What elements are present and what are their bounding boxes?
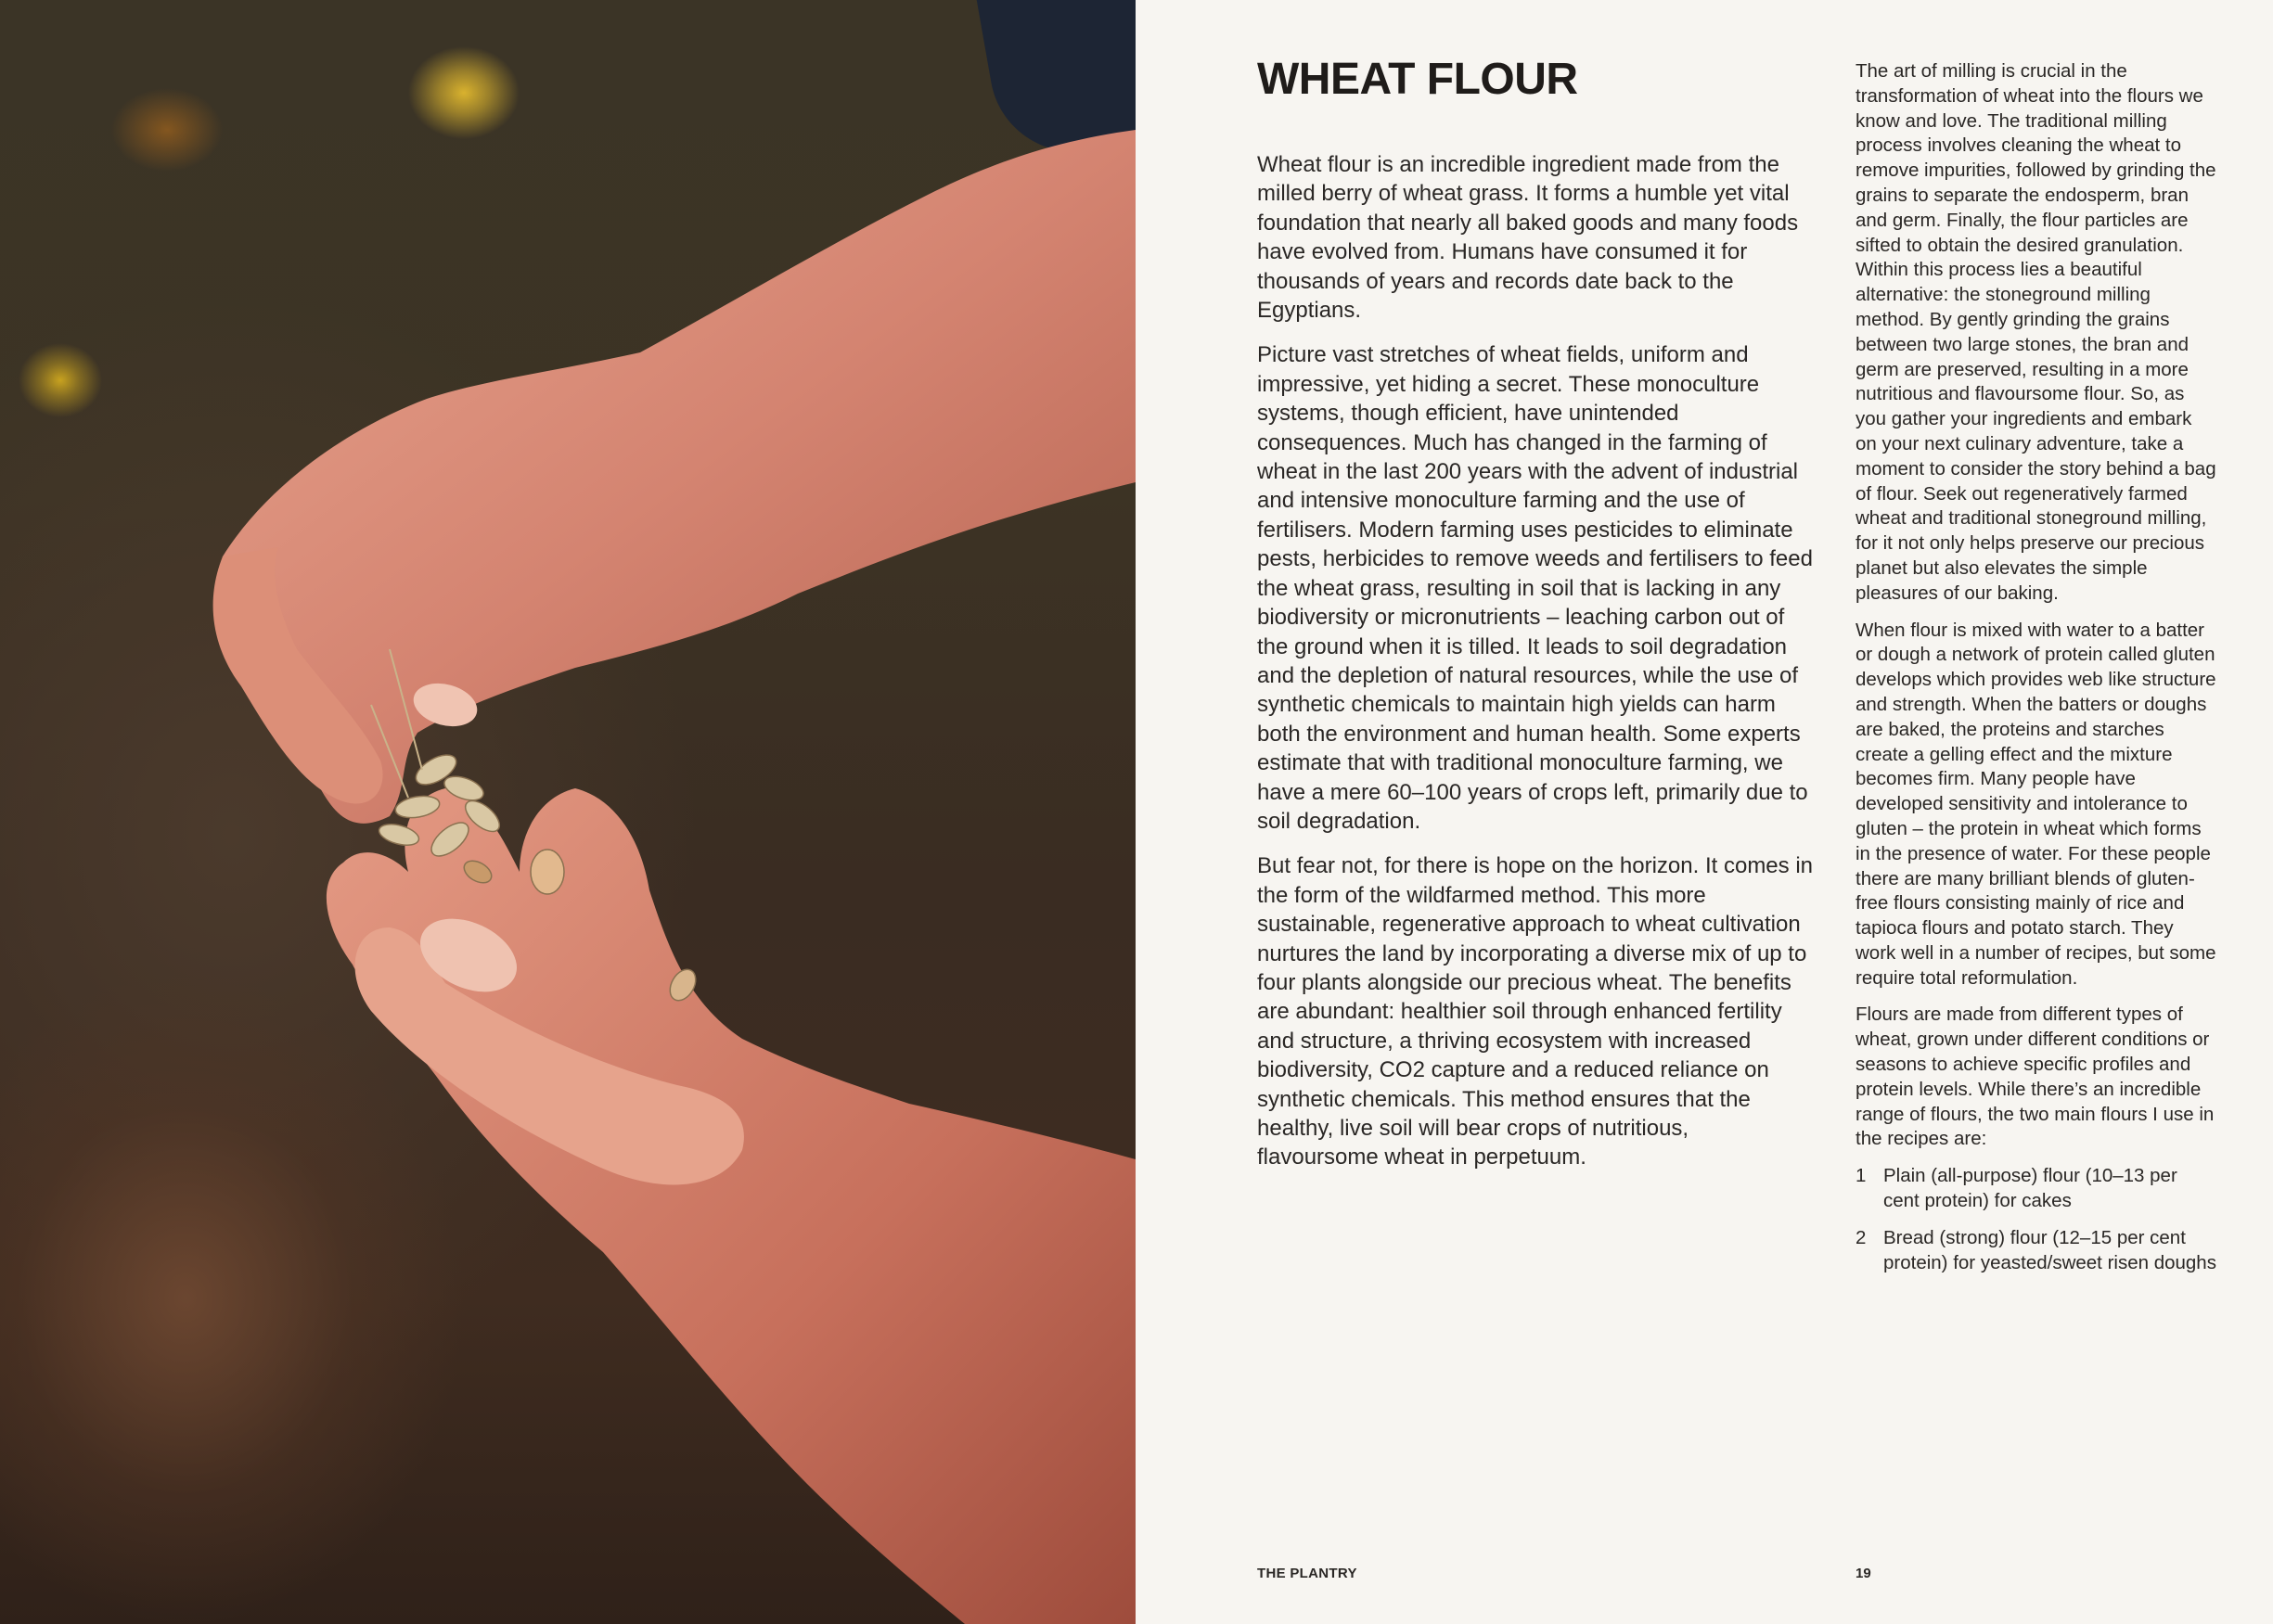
list-text: Plain (all-purpose) flour (10–13 per cent protein) for cakes [1883,1165,2177,1212]
paragraph: But fear not, for there is hope on the horizon. It comes in the form of the wildfarmed method. This more sustainable, regenerative approach to wheat cultivation nurtures the land by incorporating a diverse mix of up to four plants alongside our precious wheat. The benefits are abundant: healthier soil through enhanced fertility and structure, a thriving ecosystem with increased biodiversity, CO2 capture and a reduced reliance on synthetic chemicals. This method ensures that the healthy, live soil will bear crops of nutritious, flavoursome wheat in perpetuum. [1257,853,1814,1170]
lower-hand [327,788,1136,1624]
book-title-footer: THE PLANTRY [1257,1566,1357,1581]
list-item [1856,1226,2217,1276]
paragraph: Picture vast stretches of wheat fields, uniform and impressive, yet hiding a secret. These monoculture systems, though efficient, have unintended consequences. Much has changed in the farming of wheat in the last 200 years with the advent of industrial and intensive monoculture farming and the use of fertilisers. Modern farming uses pesticides to eliminate pests, herbicides to remove weeds and fertilisers to feed the wheat grass, resulting in soil that is lacking in any biodiversity or micronutrients – leaching carbon out of the ground when it is tilled. It leads to soil degradation and the depletion of natural resources, while the use of synthetic chemicals to maintain high yields can harm both the environment and human health. Some experts estimate that with traditional monoculture farming, we have a mere 60–100 years of crops left, primarily due to soil degradation. [1257,342,1813,834]
hands-illustration [0,0,1136,1624]
right-column [1856,59,2217,1287]
left-column [1257,150,1814,1188]
photo-hands-wheat [0,0,1136,1624]
paragraph: The art of milling is crucial in the transformation of wheat into the flours we know and love. The traditional milling process involves cleaning the wheat to remove impurities, followed by grinding the grains to separate the endosperm, bran and germ. Finally, the flour particles are sifted to obtain the desired granulation. Within this process lies a beautiful alternative: the stoneground milling method. By gently grinding the grains between two large stones, the bran and germ are preserved, resulting in a more nutritious and flavoursome flour. So, as you gather your ingredients and embark on your next culinary adventure, take a moment to consider the story behind a bag of flour. Seek out regeneratively farmed wheat and traditional stoneground milling, for it not only helps preserve our precious planet but also elevates the simple pleasures of our baking. [1856,60,2216,604]
list-item [1856,1164,2217,1214]
list-number: 2 [1856,1226,1867,1248]
page-title: WHEAT FLOUR [1257,55,1578,104]
flour-list [1856,1164,2217,1275]
upper-hand [219,130,1136,824]
page-number: 19 [1856,1566,1871,1581]
paragraph: When flour is mixed with water to a batter or dough a network of protein called gluten develops which provides web like structure and strength. When the batters or doughs are baked, the proteins and starches create a gelling effect and the mixture becomes firm. Many people have developed sensitivity and intolerance to gluten – the protein in wheat which forms in the presence of water. For these people there are many brilliant blends of gluten-free flours consisting mainly of rice and tapioca flours and potato starch. They work well in a number of recipes, but some require total reformulation. [1856,619,2216,989]
paragraph: Wheat flour is an incredible ingredient made from the milled berry of wheat grass. It forms a humble yet vital foundation that nearly all baked goods and many foods have evolved from. Humans have consumed it for thousands of years and records date back to the Egyptians. [1257,152,1799,324]
list-text: Bread (strong) flour (12–15 per cent protein) for yeasted/sweet risen doughs [1883,1226,2216,1273]
list-number: 1 [1856,1165,1867,1187]
paragraph: Flours are made from different types of wheat, grown under different conditions or seasons to achieve specific profiles and protein levels. While there’s an incredible range of flours, the two main flours I use in the recipes are: [1856,1004,2215,1150]
